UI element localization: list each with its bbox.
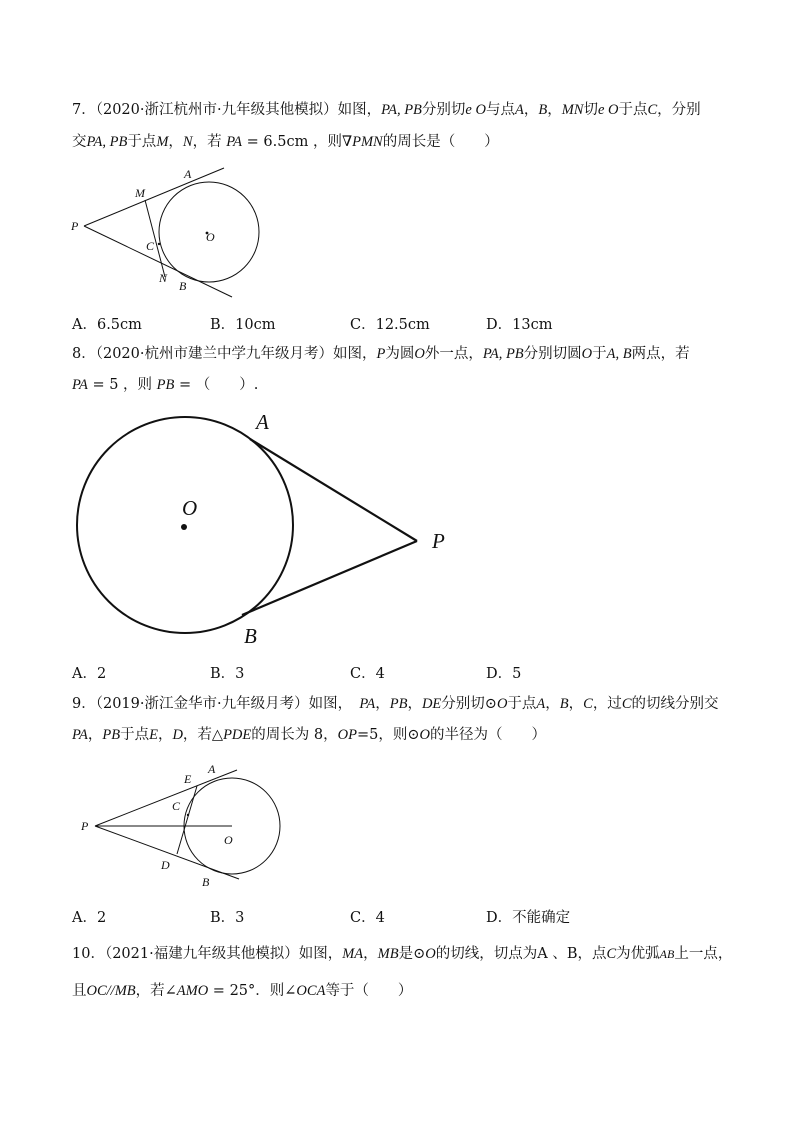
q7-options <box>72 313 712 333</box>
option-a[interactable]: A．2 <box>72 910 107 926</box>
tangent-line-pb <box>242 541 417 615</box>
q8-stem-line-1 <box>72 344 690 364</box>
q9-stem-line-2 <box>72 725 546 745</box>
option-a[interactable]: A．6.5cm <box>72 317 142 333</box>
text: ， <box>568 696 584 712</box>
text: 上一点， <box>674 946 733 962</box>
text: ，点 <box>577 946 607 962</box>
q7-stem-line-2 <box>72 132 499 152</box>
q8-stem-line-2 <box>72 375 258 395</box>
question-source: （2021·福建九年级其他模拟） <box>104 946 299 962</box>
math: C <box>606 946 617 962</box>
q10-stem-line-2 <box>72 981 412 1001</box>
label-p: P <box>71 219 79 233</box>
text: ， <box>157 727 173 743</box>
math: P <box>376 346 386 362</box>
text: 的周长为 8， <box>251 727 338 743</box>
point-c-dot <box>187 814 189 816</box>
text: 交 <box>72 134 87 150</box>
math: M <box>156 134 169 150</box>
label-p: P <box>81 819 89 833</box>
text: ， <box>547 102 562 118</box>
question-number: 8． <box>72 346 96 362</box>
math: D <box>172 727 183 743</box>
text: ，分别 <box>657 102 701 118</box>
text: 为圆 <box>385 346 415 362</box>
q7-figure <box>60 160 280 310</box>
math: A <box>514 102 524 118</box>
option-a[interactable]: A．2 <box>72 666 107 682</box>
label-d: D <box>161 858 170 872</box>
text: ，过 <box>592 696 622 712</box>
center-dot <box>181 524 187 530</box>
text: 的半径为（ ） <box>429 727 546 743</box>
text: 于点 <box>120 727 150 743</box>
math: O <box>414 346 425 362</box>
text: 且 <box>72 983 87 999</box>
text: ，若△ <box>182 727 224 743</box>
math: DE <box>421 696 442 712</box>
text: 两点，若 <box>631 346 690 362</box>
text: ， <box>87 727 103 743</box>
math: PA <box>359 696 376 712</box>
math: PA, PB <box>381 102 422 118</box>
math: ∠OCA <box>284 983 326 999</box>
math: e O <box>597 102 619 118</box>
math: PA, PB <box>86 134 128 150</box>
option-b[interactable]: B．3 <box>210 910 245 926</box>
text: 等于（ ） <box>325 983 413 999</box>
math: PA <box>72 377 88 393</box>
q8-figure <box>70 405 470 650</box>
label-m: M <box>135 186 145 200</box>
text: 分别切圆 <box>523 346 582 362</box>
math: O <box>496 696 508 712</box>
label-o: O <box>224 833 233 847</box>
question-number: 9． <box>72 696 96 712</box>
text: ， <box>363 946 378 962</box>
q10-stem-line-1 <box>72 944 732 964</box>
text: 于点 <box>507 696 537 712</box>
text: 与点 <box>485 102 515 118</box>
text: ， <box>545 696 560 712</box>
text: 分别切⊙ <box>441 696 497 712</box>
text: ，若 <box>135 983 165 999</box>
math: PA <box>226 134 243 150</box>
math: E <box>149 727 158 743</box>
text: 的切线分别交 <box>631 696 719 712</box>
arc-ab: AB <box>659 947 675 961</box>
text: 于 <box>592 346 607 362</box>
q9-options <box>72 906 712 926</box>
text: = 25°．则 <box>208 983 285 999</box>
label-b: B <box>244 624 257 648</box>
math: C <box>621 696 632 712</box>
label-c: C <box>172 799 181 813</box>
text: ， <box>523 102 539 118</box>
point-c-dot <box>158 243 160 245</box>
text: A 、B <box>537 946 578 962</box>
text: 的切线，切点为 <box>435 946 538 962</box>
math: O <box>581 346 593 362</box>
label-n: N <box>159 271 168 285</box>
option-b[interactable]: B．10cm <box>210 317 276 333</box>
text: 如图， <box>333 346 377 362</box>
text: 于点 <box>618 102 648 118</box>
math: B <box>559 696 569 712</box>
question-number: 7． <box>72 102 96 118</box>
text: = 6.5cm ，则 <box>242 134 342 150</box>
math: OP <box>337 727 357 743</box>
math: MA <box>342 946 364 962</box>
math: PB <box>389 696 408 712</box>
label-e: E <box>184 772 192 786</box>
text: 分别切 <box>421 102 466 118</box>
option-d[interactable]: D．不能确定 <box>486 910 571 926</box>
option-d[interactable]: D．5 <box>486 666 522 682</box>
label-b: B <box>202 875 210 889</box>
math: C <box>647 102 658 118</box>
math: O <box>425 946 436 962</box>
math: PB <box>156 377 175 393</box>
math: e O <box>465 102 486 118</box>
text: ，若 <box>192 134 227 150</box>
label-p: P <box>432 529 445 553</box>
label-a: A <box>208 762 216 776</box>
text: =5，则⊙ <box>356 727 420 743</box>
text: 如图， <box>298 946 343 962</box>
math: PB <box>102 727 121 743</box>
label-o: O <box>206 230 215 244</box>
math: ∠AMO <box>164 983 209 999</box>
tangent-line-pa <box>250 439 417 541</box>
text: = （ ）. <box>174 377 259 393</box>
math: PA <box>72 727 88 743</box>
text: ， <box>168 134 183 150</box>
math: MN <box>561 102 584 118</box>
math: A, B <box>606 346 632 362</box>
tangent-line-pa <box>84 168 224 226</box>
option-d[interactable]: D．13cm <box>486 317 553 333</box>
math: ∇PMN <box>341 134 383 150</box>
question-source: （2020·浙江杭州市·九年级其他模拟） <box>95 102 338 118</box>
option-c[interactable]: C．12.5cm <box>350 317 430 333</box>
question-source: （2019·浙江金华市·九年级月考） <box>95 696 309 712</box>
question-source: （2020·杭州市建兰中学九年级月考） <box>95 346 333 362</box>
text: 如图， <box>337 102 382 118</box>
text: 如图， <box>308 696 360 712</box>
option-c[interactable]: C．4 <box>350 910 385 926</box>
text: ， <box>407 696 422 712</box>
math: C <box>583 696 593 712</box>
text: 为优弧 <box>616 946 660 962</box>
math: N <box>182 134 193 150</box>
label-b: B <box>179 279 187 293</box>
math: PA, PB <box>482 346 524 362</box>
text: 是⊙ <box>398 946 426 962</box>
q8-options <box>72 662 712 682</box>
text: 于点 <box>127 134 157 150</box>
text: ， <box>375 696 390 712</box>
option-b[interactable]: B．3 <box>210 666 245 682</box>
math: O <box>419 727 430 743</box>
text: 的周长是（ ） <box>382 134 499 150</box>
question-number: 10． <box>72 946 105 962</box>
text: = 5 ，则 <box>87 377 157 393</box>
text: 切 <box>583 102 598 118</box>
label-o: O <box>182 496 198 520</box>
q9-stem-line-1 <box>72 694 718 714</box>
q7-stem-line-1 <box>72 100 701 120</box>
label-c: C <box>146 239 155 253</box>
option-c[interactable]: C．4 <box>350 666 385 682</box>
text: 外一点， <box>424 346 483 362</box>
math: PDE <box>223 727 252 743</box>
math: OC//MB <box>86 983 136 999</box>
math: A <box>536 696 546 712</box>
tangent-line-pa <box>95 770 237 826</box>
label-a: A <box>256 410 269 434</box>
label-a: A <box>184 167 192 181</box>
q9-figure <box>75 755 305 895</box>
math: MB <box>377 946 399 962</box>
math: B <box>538 102 548 118</box>
